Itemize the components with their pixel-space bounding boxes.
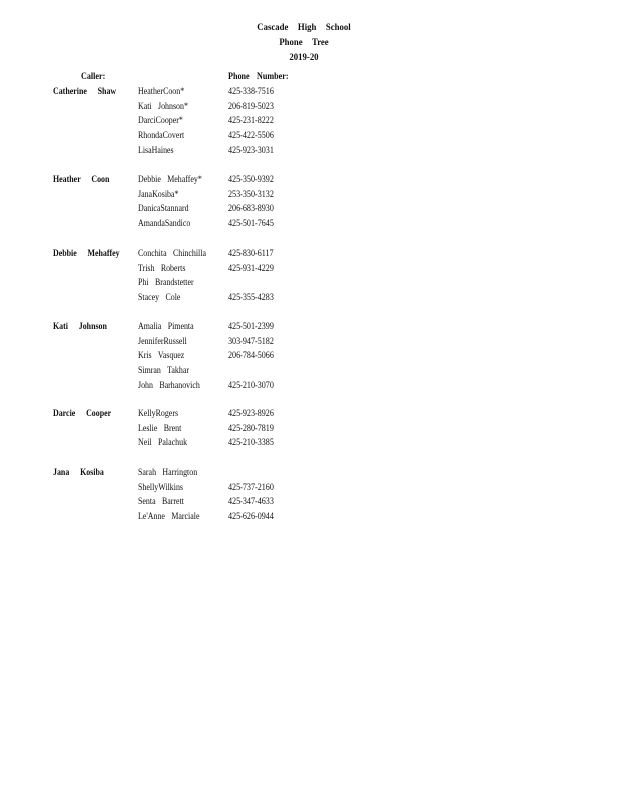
contact-row <box>0 363 618 378</box>
contact-row <box>0 378 618 393</box>
contact-phone: 425-923-3031 <box>228 144 274 155</box>
contact-row <box>0 509 618 524</box>
document-header <box>0 21 608 66</box>
contact-name: Amalia Pimenta <box>138 321 194 331</box>
contact-row <box>0 201 618 216</box>
contact-row <box>0 494 618 509</box>
contact-row <box>0 246 618 261</box>
caller-name: Jana Kosiba <box>53 467 104 477</box>
contact-name: AmandaSandico <box>138 218 191 229</box>
contact-name: Sarah Harrington <box>138 467 198 477</box>
contact-name: JenniferRussell <box>138 335 187 346</box>
contact-row <box>0 187 618 202</box>
contact-phone: 253-350-3132 <box>228 188 274 199</box>
contact-row <box>0 128 618 143</box>
caller-name: Darcie Cooper <box>53 408 112 418</box>
contact-row <box>0 406 618 421</box>
contact-row <box>0 334 618 349</box>
contact-phone: 425-338-7516 <box>228 86 274 96</box>
contact-phone: 425-210-3070 <box>228 379 274 390</box>
contact-phone: 206-819-5023 <box>228 100 274 111</box>
contact-phone: 425-231-8222 <box>228 115 274 126</box>
contact-phone: 425-923-8926 <box>228 408 274 418</box>
contact-name: Senta Barrett <box>138 496 184 507</box>
contact-row <box>0 143 618 158</box>
contact-row <box>0 348 618 363</box>
contact-name: Conchita Chinchilla <box>138 248 206 258</box>
contact-row <box>0 99 618 114</box>
contact-phone: 425-501-2399 <box>228 321 274 331</box>
contact-phone: 303-947-5182 <box>228 335 274 346</box>
contact-name: DanicaStannard <box>138 203 189 214</box>
contact-name: RhondaCovert <box>138 130 185 141</box>
contact-row <box>0 435 618 450</box>
contact-row <box>0 261 618 276</box>
contact-name: Kati Johnson* <box>138 100 188 111</box>
contact-phone: 425-830-6117 <box>228 248 274 258</box>
contact-row <box>0 290 618 305</box>
contact-name: JanaKosiba* <box>138 188 179 199</box>
contact-name: Trish Roberts <box>138 262 186 273</box>
contact-phone: 425-355-4283 <box>228 292 274 303</box>
contact-name: Leslie Brent <box>138 422 182 433</box>
contact-row <box>0 113 618 128</box>
contact-row <box>0 172 618 187</box>
contact-phone: 425-931-4229 <box>228 262 274 273</box>
contact-name: HeatherCoon* <box>138 86 185 96</box>
caller-name: Kati Johnson <box>53 321 107 331</box>
contact-row <box>0 480 618 495</box>
contact-row <box>0 319 618 334</box>
contact-phone: 206-784-5066 <box>228 350 274 361</box>
contact-name: Neil Palachuk <box>138 437 188 448</box>
contact-row <box>0 465 618 480</box>
contact-name: ShellyWilkins <box>138 481 184 492</box>
contact-phone: 425-280-7819 <box>228 422 274 433</box>
contact-name: Stacey Cole <box>138 292 181 303</box>
contact-phone: 425-210-3385 <box>228 437 274 448</box>
contact-phone: 425-347-4633 <box>228 496 274 507</box>
contact-name: Simran Takhar <box>138 365 189 376</box>
contact-row <box>0 275 618 290</box>
caller-name: Debbie Mehaffey <box>53 248 120 258</box>
contact-name: DarciCooper* <box>138 115 183 126</box>
caller-name: Heather Coon <box>53 174 110 184</box>
contact-name: Debbie Mehaffey* <box>138 174 202 184</box>
contact-name: Le'Anne Marciale <box>138 511 200 522</box>
contact-phone: 425-626-0944 <box>228 511 274 522</box>
contact-phone: 425-501-7645 <box>228 218 274 229</box>
contact-phone: 206-683-8930 <box>228 203 274 214</box>
phone-column-heading: Phone Number: <box>228 71 289 81</box>
contact-name: LisaHaines <box>138 144 174 155</box>
contact-row <box>0 84 618 99</box>
contact-phone: 425-422-5506 <box>228 130 274 141</box>
contact-row <box>0 216 618 231</box>
contact-name: Kris Vasquez <box>138 350 185 361</box>
caller-name: Catherine Shaw <box>53 86 117 96</box>
contact-name: Phi Brandstetter <box>138 277 194 288</box>
document-title: Phone Tree <box>279 38 329 48</box>
contact-phone: 425-737-2160 <box>228 481 274 492</box>
school-year: 2019-20 <box>289 53 319 63</box>
contact-row <box>0 421 618 436</box>
contact-phone: 425-350-9392 <box>228 174 274 184</box>
school-name: Cascade High School <box>257 23 351 33</box>
contact-name: John Barhanovich <box>138 379 200 390</box>
contact-name: KellyRogers <box>138 408 179 418</box>
caller-column-heading: Caller: <box>81 71 106 81</box>
